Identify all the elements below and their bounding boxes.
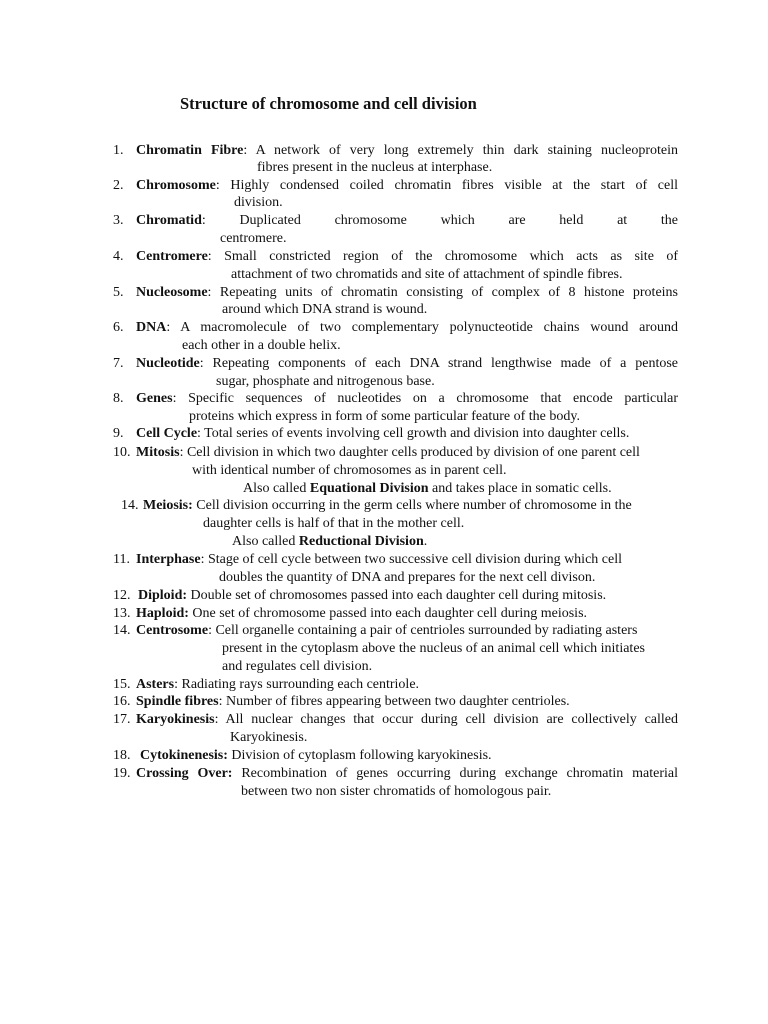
definition-line [143, 497, 632, 514]
definition-line [136, 693, 570, 710]
term-separator: : [166, 320, 171, 335]
definition-text: Number of fibres appearing between two daughter centrioles. [222, 694, 570, 709]
item-number: 11. [113, 552, 130, 567]
definition-continuation: around which DNA strand is wound. [222, 302, 428, 317]
definition-continuation: present in the cytoplasm above the nucleus of an animal cell which initiates [222, 641, 645, 656]
definition-text: Specific sequences of nucleotides on a chromosome that encode particular [176, 391, 678, 406]
item-number: 5. [113, 285, 124, 300]
definition-text: Recombination of genes occurring during exchange chromatin material [232, 766, 679, 781]
definition-continuation: daughter cells is half of that in the mother cell. [203, 516, 465, 531]
term: Crossing Over: [136, 766, 233, 781]
definition-text: Radiating rays surrounding each centriole. [178, 677, 420, 692]
definition-line [136, 248, 678, 265]
definition-continuation: fibres present in the nucleus at interphase. [257, 160, 493, 175]
definition-continuation: between two non sister chromatids of homologous pair. [241, 784, 552, 799]
term-separator: : [215, 178, 220, 193]
definition-line [136, 676, 419, 693]
item-number: 13. [113, 606, 131, 621]
also-called-term: Reductional Division [298, 534, 424, 549]
term: Spindle fibres [136, 694, 219, 709]
definition-text: Small constricted region of the chromosome which acts as site of [211, 249, 678, 264]
definition-line [136, 425, 629, 442]
definition-line [136, 551, 622, 568]
term-separator: : [179, 445, 184, 460]
item-number: 7. [113, 356, 124, 371]
term: Chromatid [136, 213, 202, 228]
also-called-term: Equational Division [309, 481, 429, 496]
term-separator: : [207, 249, 212, 264]
definition-continuation: with identical number of chromosomes as in parent cell. [192, 463, 507, 478]
term: Nucleosome [136, 285, 208, 300]
item-number: 10. [113, 445, 131, 460]
item-number: 3. [113, 213, 124, 228]
term: Centromere [136, 249, 208, 264]
definition-continuation: doubles the quantity of DNA and prepares for the next cell divison. [219, 570, 596, 585]
item-number: 18. [113, 748, 131, 763]
definition-continuation: sugar, phosphate and nitrogenous base. [216, 374, 435, 389]
item-number: 12. [113, 588, 131, 603]
item-number: 4. [113, 249, 124, 264]
definition-text: A network of very long extremely thin dark staining nucleoprotein [247, 143, 678, 158]
definition-continuation: centromere. [220, 231, 287, 246]
definition-line [136, 622, 637, 639]
item-number: 14. [113, 623, 131, 638]
definition-text: Cell division in which two daughter cells produced by division of one parent cell [183, 445, 640, 460]
definition-text: Stage of cell cycle between two successive cell division during which cell [204, 552, 622, 567]
term-separator: : [208, 623, 212, 638]
term: Mitosis [136, 445, 180, 460]
item-number: 2. [113, 178, 124, 193]
definition-continuation: division. [234, 195, 283, 210]
term-separator: : [174, 677, 178, 692]
term: DNA [136, 320, 167, 335]
item-number: 17. [113, 712, 131, 727]
definition-text: Repeating components of each DNA strand lengthwise made of a pentose [203, 356, 678, 371]
definition-line [136, 212, 678, 229]
definition-text: Cell division occurring in the germ cells where number of chromosome in the [192, 498, 632, 513]
term: Cell Cycle [136, 426, 198, 441]
term: Interphase [136, 552, 201, 567]
definition-line [136, 444, 640, 461]
also-called-prefix: Also called [232, 534, 299, 549]
item-number: 15. [113, 677, 131, 692]
term: Diploid: [138, 588, 188, 603]
term: Karyokinesis [136, 712, 215, 727]
definition-text: Double set of chromosomes passed into each daughter cell during mitosis. [187, 588, 607, 603]
definition-text: A macromolecule of two complementary polynucteotide chains wound around [170, 320, 678, 335]
term: Centrosome [136, 623, 209, 638]
definition-text: Cell organelle containing a pair of centrioles surrounded by radiating asters [211, 623, 638, 638]
definition-line [136, 390, 678, 407]
definition-continuation: each other in a double helix. [182, 338, 341, 353]
item-number: 8. [113, 391, 124, 406]
term-separator: : [197, 426, 201, 441]
definition-line [136, 177, 678, 194]
definition-text: Highly condensed coiled chromatin fibres visible at the start of cell [219, 178, 678, 193]
definition-line [140, 747, 492, 764]
term: Chromatin Fibre [136, 143, 244, 158]
item-number: 1. [113, 143, 124, 158]
also-called-line [243, 480, 612, 497]
term: Chromosome [136, 178, 216, 193]
definition-continuation: Karyokinesis. [230, 730, 308, 745]
term-separator: : [200, 552, 205, 567]
item-number: 19. [113, 766, 131, 781]
definition-text: Division of cytoplasm following karyokinesis. [227, 748, 492, 763]
item-number: 6. [113, 320, 124, 335]
definition-line [136, 355, 678, 372]
definition-line [136, 605, 587, 622]
also-called-prefix: Also called [243, 481, 310, 496]
definition-line [136, 284, 678, 301]
term-separator: : [243, 143, 248, 158]
term-separator: : [214, 712, 219, 727]
term-separator: : [218, 694, 223, 709]
definition-text: All nuclear changes that occur during cell division are collectively called [218, 712, 678, 727]
definition-continuation: proteins which express in form of some particular feature of the body. [189, 409, 580, 424]
definition-line [136, 142, 678, 159]
term: Meiosis: [143, 498, 193, 513]
also-called-line [232, 533, 427, 550]
term: Haploid: [136, 606, 189, 621]
item-number: 9. [113, 426, 124, 441]
definition-continuation: and regulates cell division. [222, 659, 373, 674]
also-called-suffix: and takes place in somatic cells. [428, 481, 612, 496]
item-number: 16. [113, 694, 131, 709]
definition-text: Total series of events involving cell growth and division into daughter cells. [200, 426, 630, 441]
term: Genes [136, 391, 173, 406]
definition-line [138, 587, 606, 604]
page-title: Structure of chromosome and cell division [180, 94, 477, 113]
term-separator: : [201, 213, 206, 228]
term: Nucleotide [136, 356, 200, 371]
definition-line [136, 711, 678, 728]
definition-line [136, 765, 678, 782]
term: Asters [136, 677, 175, 692]
term-separator: : [207, 285, 212, 300]
item-number: 14. [121, 498, 139, 513]
definition-continuation: attachment of two chromatids and site of attachment of spindle fibres. [231, 267, 623, 282]
term: Cytokinenesis: [140, 748, 228, 763]
term-separator: : [199, 356, 204, 371]
definition-text: One set of chromosome passed into each daughter cell during meiosis. [188, 606, 588, 621]
definition-text: Repeating units of chromatin consisting of complex of 8 histone proteins [211, 285, 678, 300]
term-separator: : [172, 391, 177, 406]
definition-line [136, 319, 678, 336]
also-called-suffix: . [423, 534, 428, 549]
definition-text: Duplicated chromosome which are held at the [205, 213, 678, 228]
